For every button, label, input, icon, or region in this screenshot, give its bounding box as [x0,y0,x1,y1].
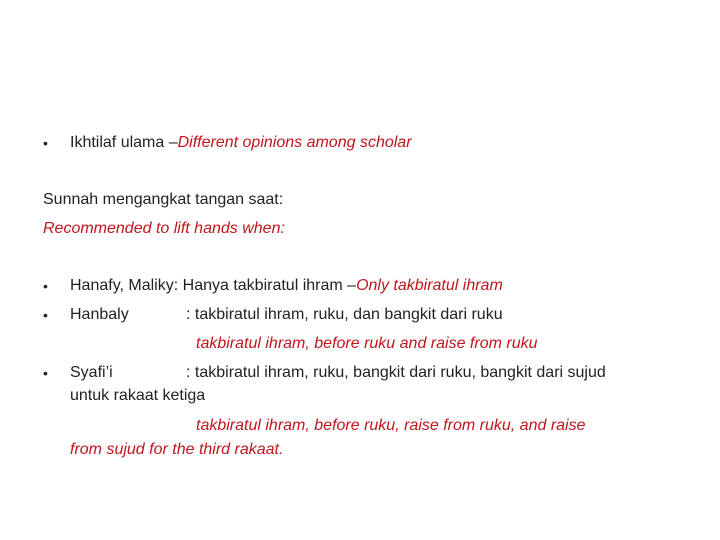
ikhtilaf-translation: Different opinions among scholar [177,134,412,151]
hanafy-text: Hanya takbiratul ihram – [182,277,357,294]
syafii-text-cont: untuk rakaat ketiga [70,387,206,404]
ikhtilaf-label: Ikhtilaf ulama – [70,134,178,151]
bullet-marker: • [43,365,48,381]
syafii-name: Syafi’i [70,364,113,381]
hanafy-name: Hanafy, Maliky: [70,277,179,294]
bullet-marker: • [43,278,48,294]
bullet-marker: • [43,307,48,323]
intro-translation: Recommended to lift hands when: [43,220,285,237]
syafii-text: : takbiratul ihram, ruku, bangkit dari ruku, bangkit dari sujud [186,364,606,381]
ikhtilaf-line [70,133,412,153]
bullet-marker: • [43,135,48,151]
hanafy-translation: Only takbiratul ihram [356,277,503,294]
hanbaly-translation: takbiratul ihram, before ruku and raise from ruku [196,335,538,352]
hanbaly-name: Hanbaly [70,306,129,323]
hanbaly-text: : takbiratul ihram, ruku, dan bangkit dari ruku [186,306,503,323]
syafii-translation-cont: from sujud for the third rakaat. [70,441,284,458]
intro-text: Sunnah mengangkat tangan saat: [43,191,284,208]
syafii-translation: takbiratul ihram, before ruku, raise from ruku, and raise [196,417,586,434]
hanafy-line [70,276,503,296]
